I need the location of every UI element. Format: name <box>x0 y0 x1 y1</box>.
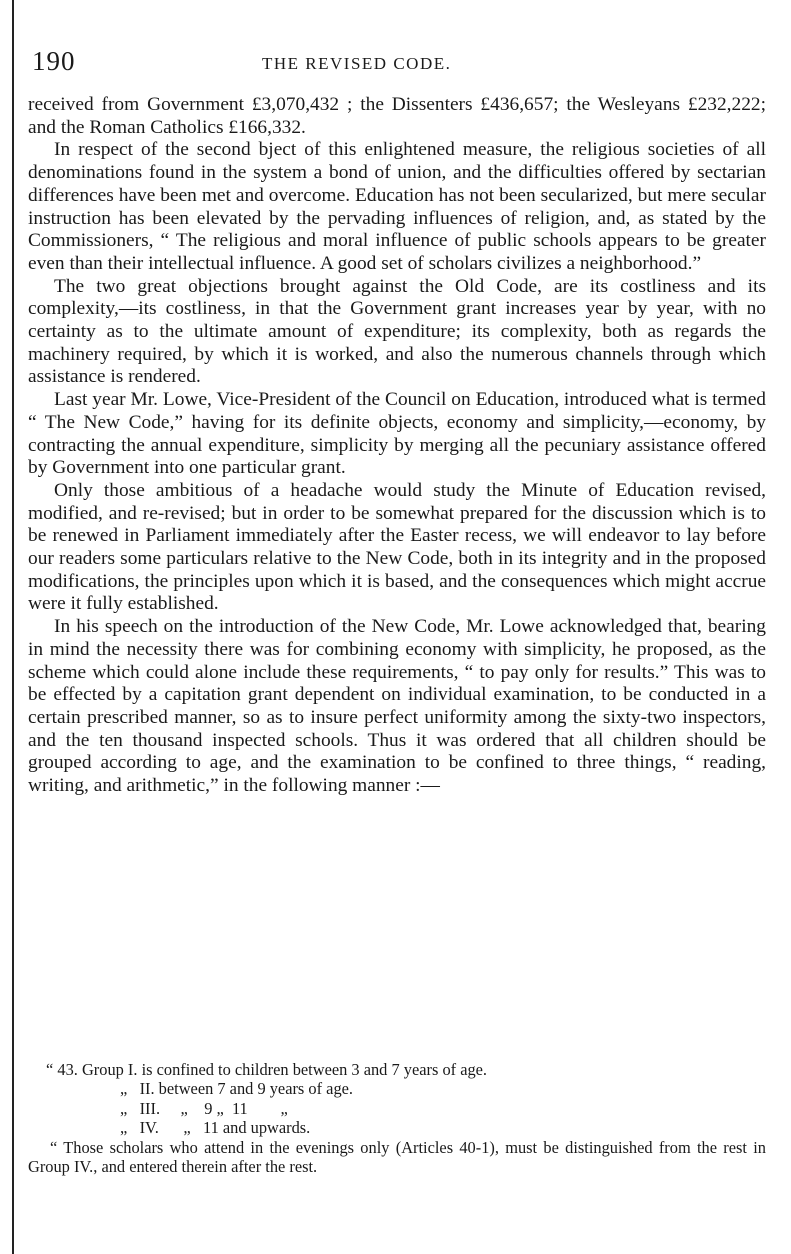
paragraph-6: In his speech on the introduction of the New Code, Mr. Lowe acknowledged that, bearing in mind the necessity there was for combining economy with simplicity, he proposed, as the scheme which could alone include these requirements, “ to pay only for results.” This was to be effected by a capitation grant dependent on individual examination, to be conducted in a certain prescribed manner, so as to insure perfect uniformity among the sixty-two inspectors, and the ten thousand inspected schools. Thus it was ordered that all children should be grouped according to age, and the examination to be confined to three things, “ reading, writing, and arithmetic,” in the following manner :— <box>28 616 766 797</box>
paragraph-4: Last year Mr. Lowe, Vice-President of the Council on Education, introduced what is termed “ The New Code,” having for its definite objects, economy and simplicity,—economy, by contracting the annual expenditure, simplicity by merging all the pecuniary assistance offered by Government into one particular grant. <box>28 389 766 479</box>
footnote-line-group-3: „ III. „ 9 „ 11 „ <box>120 1098 288 1118</box>
footnote-line-group-1: “ 43. Group I. is confined to children between 3 and 7 years of age. <box>46 1060 488 1079</box>
body-text <box>28 94 766 798</box>
paragraph-1: received from Government £3,070,432 ; the Dissenters £436,657; the Wesleyans £232,222; and the Roman Catholics £166,332. <box>28 94 766 138</box>
footnote-line-group-2: „ II. between 7 and 9 years of age. <box>120 1079 354 1099</box>
footnote-evening-scholars: “ Those scholars who attend in the evenings only (Articles 40-1), must be distinguished from the rest in Group IV., and entered therein after the rest. <box>28 1137 766 1177</box>
paragraph-3: The two great objections brought against the Old Code, are its costliness and its complexity,—its costliness, in that the Government grant increases year by year, with no certainty as to the ultimate amount of expenditure; its complexity, both as regards the machinery required, by which it is worked, and also the numerous channels through which assistance is rendered. <box>28 275 766 388</box>
page-number: 190 <box>32 46 76 76</box>
paragraph-2: In respect of the second bject of this enlightened measure, the religious societies of all denominations found in the system a bond of union, and the difficulties offered by sectarian differences have been met and overcome. Education has not been secularized, but mere secular instruction has been elevated by the pervading influences of religion, and, as stated by the Commissioners, “ The religious and moral influence of public schools appears to be greater even than their intellectual influence. A good set of scholars civilizes a neighborhood.” <box>28 139 766 274</box>
footnote-line-group-4: „ IV. „ 11 and upwards. <box>120 1118 311 1138</box>
paragraph-5: Only those ambitious of a headache would study the Minute of Education revised, modified, and re-revised; but in order to be somewhat prepared for the discussion which is to be renewed in Parliament immediately after the Easter recess, we will endeavor to lay before our readers some particulars relative to the New Code, both in its integrity and in the proposed modifications, the principles upon which it is based, and the consequences which might accrue were it fully established. <box>28 479 766 615</box>
running-head: THE REVISED CODE. <box>262 54 452 73</box>
page-header <box>32 46 752 80</box>
left-margin-rule <box>12 0 14 1254</box>
footnote-quotation <box>28 1060 766 1176</box>
